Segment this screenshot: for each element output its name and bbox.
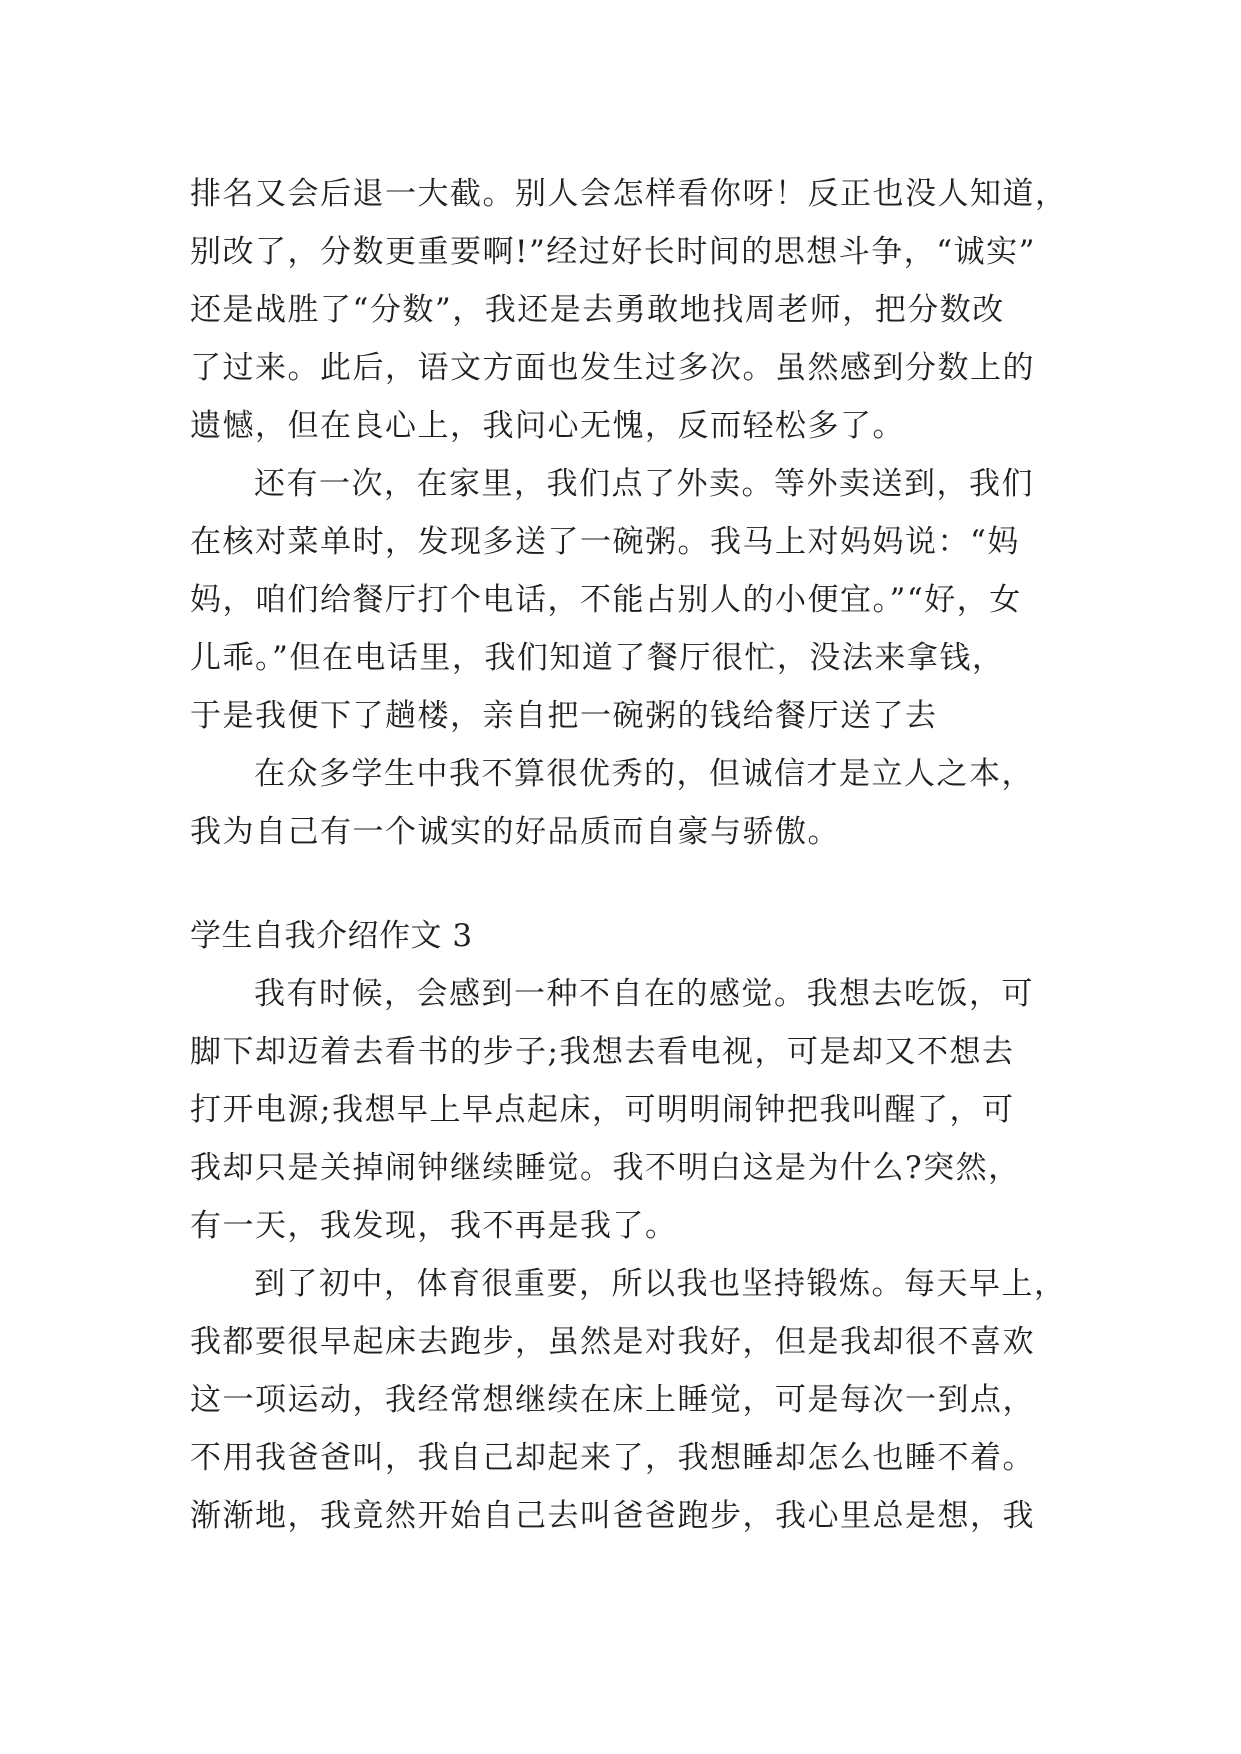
text-line: 排名又会后退一大截。别人会怎样看你呀！反正也没人知道， xyxy=(190,176,1068,212)
text-line: 妈，咱们给餐厅打个电话，不能占别人的小便宜。”“好，女 xyxy=(190,582,1022,618)
text-line: 别改了，分数更重要啊!”经过好长时间的思想斗争，“诚实” xyxy=(190,234,1036,270)
text-line: 于是我便下了趟楼，亲自把一碗粥的钱给餐厅送了去 xyxy=(190,698,938,734)
text-line: 了过来。此后，语文方面也发生过多次。虽然感到分数上的 xyxy=(190,350,1035,386)
text-line: 我都要很早起床去跑步，虽然是对我好，但是我却很不喜欢 xyxy=(190,1324,1035,1360)
text-line: 不用我爸爸叫，我自己却起来了，我想睡却怎么也睡不着。 xyxy=(190,1440,1035,1476)
text-line: 还有一次，在家里，我们点了外卖。等外卖送到，我们 xyxy=(254,466,1034,502)
text-line: 脚下却迈着去看书的步子;我想去看电视，可是却又不想去 xyxy=(190,1034,1015,1070)
text-line: 打开电源;我想早上早点起床，可明明闹钟把我叫醒了，可 xyxy=(190,1092,1015,1128)
text-line: 有一天，我发现，我不再是我了。 xyxy=(190,1208,678,1244)
text-line: 到了初中，体育很重要，所以我也坚持锻炼。每天早上， xyxy=(254,1266,1067,1302)
text-line: 在众多学生中我不算很优秀的，但诚信才是立人之本， xyxy=(254,756,1034,792)
text-line: 遗憾，但在良心上，我问心无愧，反而轻松多了。 xyxy=(190,408,905,444)
text-line: 儿乖。”但在电话里，我们知道了餐厅很忙，没法来拿钱， xyxy=(190,640,1005,676)
text-line: 还是战胜了“分数”，我还是去勇敢地找周老师，把分数改 xyxy=(190,292,1005,328)
text-line: 我有时候，会感到一种不自在的感觉。我想去吃饭，可 xyxy=(254,976,1034,1012)
text-line: 在核对菜单时，发现多送了一碗粥。我马上对妈妈说：“妈 xyxy=(190,524,1020,560)
text-line: 我却只是关掉闹钟继续睡觉。我不明白这是为什么?突然， xyxy=(190,1150,1021,1186)
text-line: 渐渐地，我竟然开始自己去叫爸爸跑步，我心里总是想，我 xyxy=(190,1498,1035,1534)
text-line: 我为自己有一个诚实的好品质而自豪与骄傲。 xyxy=(190,814,840,850)
section-heading: 学生自我介绍作文 3 xyxy=(190,918,473,954)
text-line: 这一项运动，我经常想继续在床上睡觉，可是每次一到点， xyxy=(190,1382,1035,1418)
